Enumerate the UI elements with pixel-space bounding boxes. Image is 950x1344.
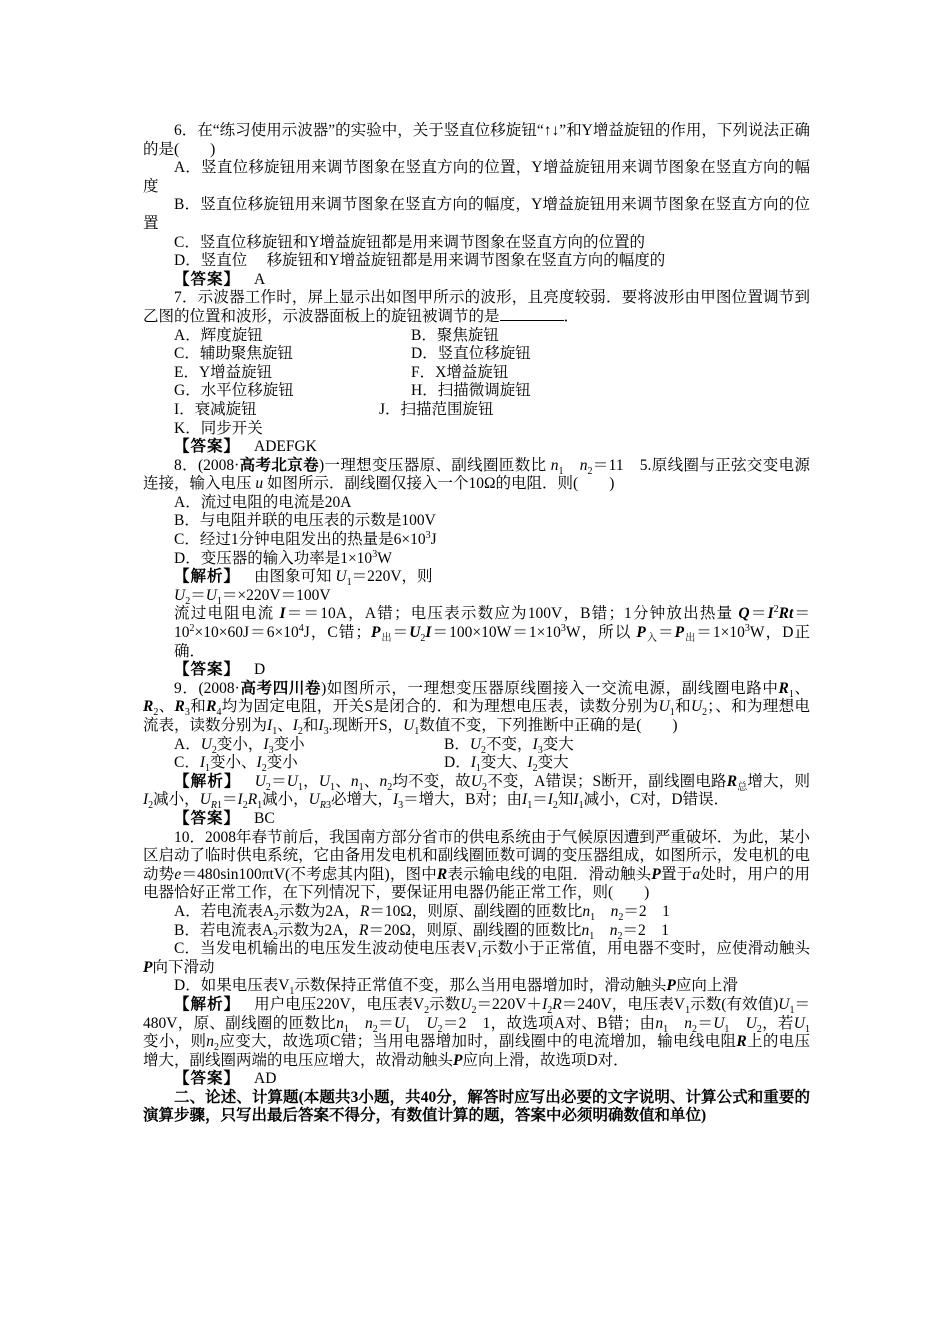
q7-option-c: C．辅助聚焦旋钮 (174, 345, 293, 363)
analysis-tag: 【解析】 (174, 772, 241, 790)
q7-options-row (143, 401, 810, 420)
analysis-tag: 【解析】 (174, 995, 241, 1013)
q6-option-c: C．竖直位移旋钮和Y增益旋钮都是用来调节图象在竖直方向的位置的 (174, 233, 646, 251)
q10-option-a: A．若电流表$A_2$示数为2A，R＝10Ω，则原、副线圈的匝数比$n_1$ $n_2=2$ 1 (174, 902, 670, 924)
answer-value: A (254, 270, 266, 288)
analysis-tag: 【解析】 (174, 568, 241, 586)
answer-value: ADEFGK (254, 438, 317, 456)
answer-value: BC (254, 809, 275, 827)
q9-option-a: A．$U_2$变小，$I_3$变小 (174, 735, 305, 756)
q8-option-b: B．与电阻并联的电压表的示数是100V (174, 512, 436, 530)
q7-answer (143, 438, 810, 457)
q8-analysis: 【解析】 由图象可知 $U_1=220V$，则 (174, 568, 433, 589)
q8-option-c: C．经过1分钟电阻发出的热量是$6\times 10^3J$ (174, 529, 437, 549)
q9-analysis: 【解析】 $U_2=U_1$，$U_1$、$n_1$、$n_2$均不变，故$U_2$不变，A错误；S断开，副线圈电路$R_总$增大，则$I_2$减小，$U_{R1}=I_2R_1$减小，$U_{R3}$必增大，$I_3=$增大，B对；由$I_1=I_2$知$I_1$减小，C对，D错误． (143, 772, 810, 812)
answer-tag: 【答案】 (174, 438, 241, 456)
answer-tag: 【答案】 (174, 1070, 241, 1088)
q9-option-b: B．$U_2$不变，$I_3$变大 (444, 735, 574, 756)
q6-answer (143, 271, 810, 290)
q7-option-g: G．水平位移旋钮 (174, 382, 294, 400)
q10-answer (143, 1070, 810, 1089)
q7-option-f: F．X增益旋钮 (411, 363, 509, 381)
q8-analysis-line: 流过电阻电流 I＝＝10A，A错；电压表示数应为100V，B错；1分钟放出热量 $Q=I^2Rt=10^2\times 10\times 60J=6\times 10^4J$，C错；$P_出=U_2I=100\times 10W=1\times 10^3W$，所以 $P_入=P_出=1\times 10^3W$，D正确． (174, 604, 810, 660)
q8-stem: 8．(2008·高考北京卷)一理想变压器原、副线圈匝数比 $n_1$ $n_2=11$ 5.原线圈与正弦交变电源连接，输入电压 u 如图所示．副线圈仅接入一个10Ω的电阻．则( ) (143, 456, 810, 493)
q7-options-row (143, 345, 810, 364)
q9-answer (143, 810, 810, 829)
q7-stem: 7．示波器工作时，屏上显示出如图甲所示的波形，且亮度较弱．要将波形由甲图位置调节到乙图的位置和波形，示波器面板上的旋钮被调节的是 ． (143, 289, 810, 325)
q7-option-a: A．辉度旋钮 (174, 326, 263, 344)
q7-option-j: J．扫描范围旋钮 (379, 400, 494, 418)
q7-option-i: I．衰减旋钮 (174, 400, 257, 418)
q8-answer (143, 661, 810, 680)
section-heading: 二、论述、计算题(本题共3小题，共40分，解答时应写出必要的文字说明、计算公式和重要的演算步骤，只写出最后答案不得分，有数值计算的题，答案中必须明确数值和单位) (143, 1088, 810, 1125)
answer-value: D (254, 661, 266, 679)
q9-stem: 9．(2008·高考四川卷)如图所示，一理想变压器原线圈接入一交流电源，副线圈电路中$R_1$、$R_2$、$R_3$和$R_4$均为固定电阻，开关S是闭合的．和为理想电压表，读数分别为$U_1$和$U_2$；、和为理想电流表，读数分别为$I_1$、$I_2$和$I_3$.现断开S，$U_1$数值不变，下列推断中正确的是( ) (143, 679, 810, 738)
q7-option-k: K．同步开关 (174, 419, 263, 437)
q10-stem: 10．2008年春节前后，我国南方部分省市的供电系统由于气候原因遭到严重破坏．为此，某小区启动了临时供电系统，它由备用发电机和副线圈匝数可调的变压器组成，如图所示，发电机的电动势e＝480sin100πtV(不考虑其内阻)，图中R表示输电线的电阻．滑动触头P置于a处时，用户的用电器恰好正常工作，在下列情况下，要保证用电器仍能正常工作，则( ) (143, 828, 810, 902)
q7-option-e: E．Y增益旋钮 (174, 363, 273, 381)
answer-tag: 【答案】 (174, 809, 241, 827)
q9-option-c: C．$I_1$变小、$I_2$变小 (174, 754, 298, 775)
exam-source: 高考四川卷 (239, 679, 322, 697)
answer-tag: 【答案】 (174, 661, 241, 679)
q9-option-d: D．$I_1$变大、$I_2$变大 (444, 754, 569, 775)
q10-analysis: 【解析】 用户电压220V，电压表$V_2$示数$U_2=220V+I_2R=240V$，电压表$V_1$示数(有效值)$U_1=480V$，原、副线圈的匝数比$n_1$ $n_2=U_1$ $U_2=2$ 1，故选项A对、B错；由$n_1$ $n_2=U_1$ $U_2$，若$U_1$变小，则$n_2$应变大，故选项C错；当用电器增加时，副线圈中的电流增加，输电线电阻R上的电压增大，副线圈两端的电压应增大，故滑动触头P应向上滑，故选项D对． (143, 995, 810, 1069)
q7-option-b: B．聚焦旋钮 (411, 326, 499, 344)
answer-value: AD (254, 1070, 277, 1088)
q7-option-d: D．竖直位移旋钮 (411, 345, 531, 363)
q10-option-c: C．当发电机输出的电压发生波动使电压表$V_1$示数小于正常值，用电器不变时，应使滑动触头P向下滑动 (143, 940, 810, 976)
q10-option-b: B．若电流表$A_2$示数为2A，R＝20Ω，则原、副线圈的匝数比$n_1$ $n_2=2$ 1 (174, 921, 670, 942)
q7-options-row (143, 382, 810, 401)
q8-option-d: D．变压器的输入功率是$1\times 10^3W$ (174, 548, 392, 567)
exam-source: 高考北京卷 (239, 456, 319, 474)
q8-analysis-line: $U_2=U_1=\times 220V=100V$ (174, 586, 331, 607)
q6-option-b: B．竖直位移旋钮用来调节图象在竖直方向的幅度，Y增益旋钮用来调节图象在竖直方向的位置 (143, 196, 810, 232)
q6-option-d: D．竖直位 移旋钮和Y增益旋钮都是用来调节图象在竖直方向的幅度的 (174, 252, 666, 270)
q8-option-a: A．流过电阻的电流是20A (174, 493, 352, 511)
q10-option-d: D．如果电压表$V_1$示数保持正常值不变，那么当用电器增加时，滑动触头P应向上滑 (174, 977, 738, 998)
q6-stem: 6．在“练习使用示波器”的实验中，关于竖直位移旋钮“↑↓”和Y增益旋钮的作用，下列说法正确的是( ) (143, 122, 810, 158)
q6-option-a: A．竖直位移旋钮用来调节图象在竖直方向的位置，Y增益旋钮用来调节图象在竖直方向的幅度 (143, 159, 810, 195)
document-page (143, 122, 810, 1126)
answer-blank (500, 308, 564, 321)
q9-options-row (143, 736, 810, 755)
q7-options-row (143, 364, 810, 383)
q7-option-h: H．扫描微调旋钮 (411, 382, 531, 400)
answer-tag: 【答案】 (174, 270, 241, 288)
q9-options-row (143, 754, 810, 773)
q7-options-row (143, 327, 810, 346)
